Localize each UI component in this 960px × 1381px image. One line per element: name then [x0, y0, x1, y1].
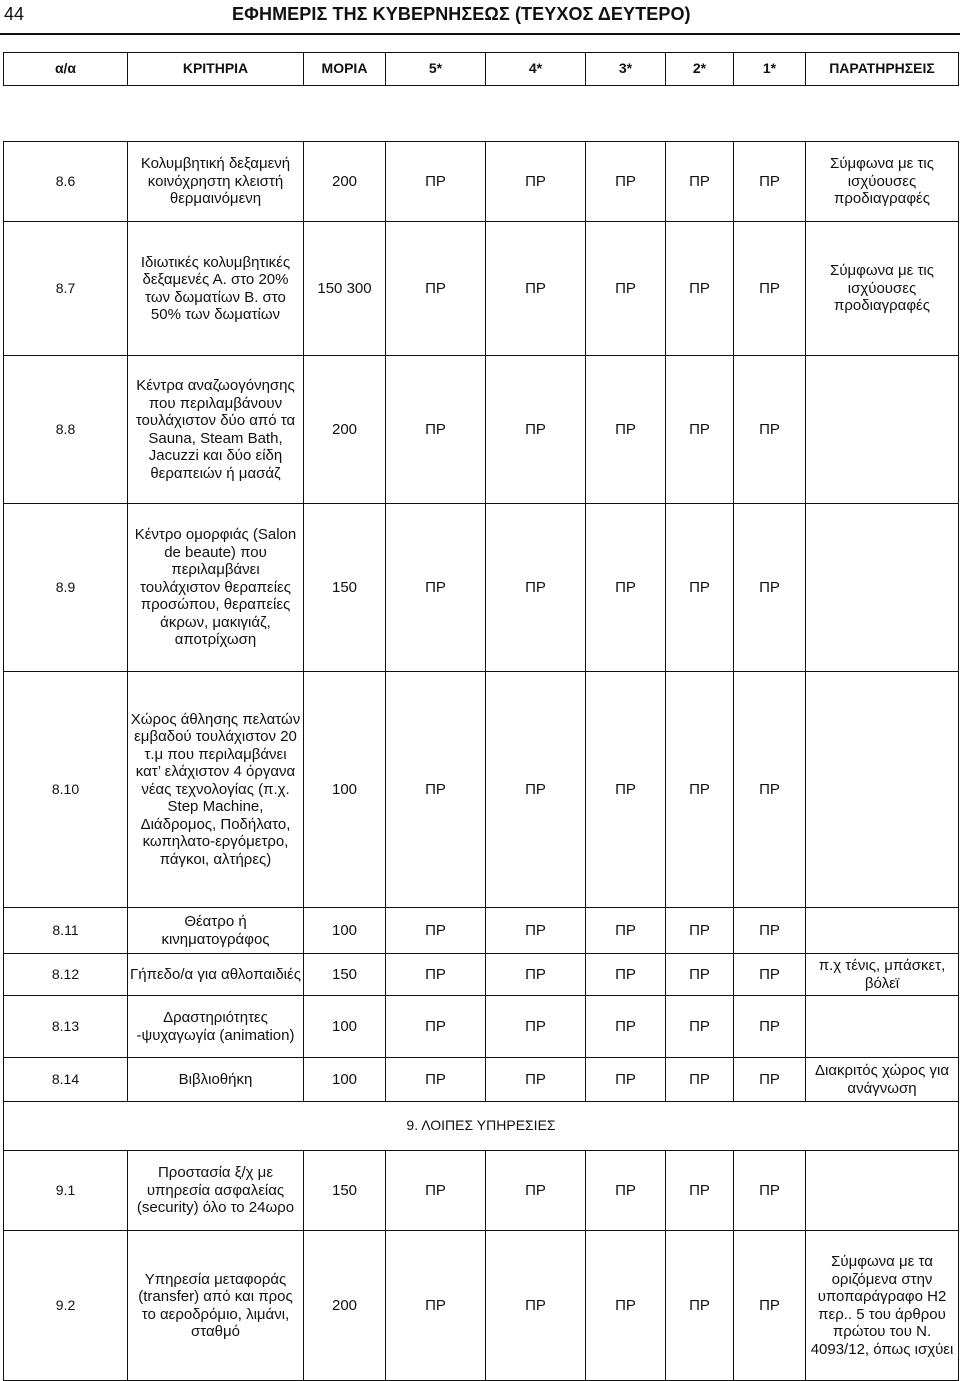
row-3-stars: ΠΡ — [586, 222, 666, 356]
row-3-stars: ΠΡ — [586, 356, 666, 504]
row-1-star: ΠΡ — [734, 996, 806, 1058]
row-criterion: Προστασία ξ/χ με υπηρεσία ασφαλείας (security) όλο το 24ωρο — [128, 1151, 304, 1231]
header-2-stars: 2* — [666, 53, 734, 86]
header-rule — [0, 33, 960, 35]
row-points: 100 — [304, 996, 386, 1058]
row-3-stars: ΠΡ — [586, 954, 666, 996]
row-2-stars: ΠΡ — [666, 1058, 734, 1102]
row-1-star: ΠΡ — [734, 1151, 806, 1231]
criteria-table — [3, 52, 959, 1381]
row-notes: π.χ τένις, μπάσκετ, βόλεϊ — [806, 954, 959, 996]
row-1-star: ΠΡ — [734, 222, 806, 356]
row-1-star: ΠΡ — [734, 1231, 806, 1381]
row-points: 150 — [304, 1151, 386, 1231]
row-4-stars: ΠΡ — [486, 222, 586, 356]
row-notes: Σύμφωνα με τις ισχύουσες προδιαγραφές — [806, 142, 959, 222]
table-row — [4, 356, 959, 504]
row-2-stars: ΠΡ — [666, 142, 734, 222]
header-5-stars: 5* — [386, 53, 486, 86]
table-row — [4, 222, 959, 356]
section-row — [4, 1102, 959, 1151]
header-4-stars: 4* — [486, 53, 586, 86]
table-row — [4, 1151, 959, 1231]
row-code: 8.10 — [4, 672, 128, 908]
row-2-stars: ΠΡ — [666, 356, 734, 504]
row-notes — [806, 356, 959, 504]
row-4-stars: ΠΡ — [486, 954, 586, 996]
row-5-stars: ΠΡ — [386, 1231, 486, 1381]
row-4-stars: ΠΡ — [486, 1231, 586, 1381]
row-1-star: ΠΡ — [734, 356, 806, 504]
row-code: 8.14 — [4, 1058, 128, 1102]
header-3-stars: 3* — [586, 53, 666, 86]
row-5-stars: ΠΡ — [386, 908, 486, 954]
row-points: 100 — [304, 908, 386, 954]
row-points: 200 — [304, 356, 386, 504]
section-title: 9. ΛΟΙΠΕΣ ΥΠΗΡΕΣΙΕΣ — [4, 1102, 959, 1151]
row-1-star: ΠΡ — [734, 1058, 806, 1102]
row-code: 8.12 — [4, 954, 128, 996]
row-1-star: ΠΡ — [734, 908, 806, 954]
row-4-stars: ΠΡ — [486, 142, 586, 222]
header-notes: ΠΑΡΑΤΗΡΗΣΕΙΣ — [806, 53, 959, 86]
table-row — [4, 954, 959, 996]
row-2-stars: ΠΡ — [666, 996, 734, 1058]
table-row — [4, 1058, 959, 1102]
row-criterion: Χώρος άθλησης πελατών εμβαδού τουλάχιστον 20 τ.μ που περιλαμβάνει κατ’ ελάχιστον 4 όργανα νέας τεχνολογίας (π.χ. Step Machine, Διάδρομος, Ποδήλατο, κωπηλατο-εργόμετρο, πάγκοι, αλτήρες) — [128, 672, 304, 908]
row-3-stars: ΠΡ — [586, 1058, 666, 1102]
row-criterion: Γήπεδο/α για αθλοπαιδιές — [128, 954, 304, 996]
row-4-stars: ΠΡ — [486, 1058, 586, 1102]
row-5-stars: ΠΡ — [386, 672, 486, 908]
row-code: 8.8 — [4, 356, 128, 504]
row-notes: Σύμφωνα με τις ισχύουσες προδιαγραφές — [806, 222, 959, 356]
row-5-stars: ΠΡ — [386, 1058, 486, 1102]
row-code: 8.13 — [4, 996, 128, 1058]
row-5-stars: ΠΡ — [386, 996, 486, 1058]
row-3-stars: ΠΡ — [586, 996, 666, 1058]
row-1-star: ΠΡ — [734, 672, 806, 908]
row-points: 200 — [304, 1231, 386, 1381]
row-notes — [806, 996, 959, 1058]
row-3-stars: ΠΡ — [586, 672, 666, 908]
row-5-stars: ΠΡ — [386, 504, 486, 672]
row-points: 100 — [304, 1058, 386, 1102]
row-criterion: Υπηρεσία μεταφοράς (transfer) από και προς το αεροδρόμιο, λιμάνι, σταθμό — [128, 1231, 304, 1381]
page-number: 44 — [4, 4, 25, 24]
row-4-stars: ΠΡ — [486, 908, 586, 954]
row-code: 8.7 — [4, 222, 128, 356]
row-5-stars: ΠΡ — [386, 222, 486, 356]
row-3-stars: ΠΡ — [586, 908, 666, 954]
row-criterion: Ιδιωτικές κολυμβητικές δεξαμενές Α. στο 20% των δωματίων Β. στο 50% των δωματίων — [128, 222, 304, 356]
row-points: 100 — [304, 672, 386, 908]
header-points: ΜΟΡΙΑ — [304, 53, 386, 86]
row-code: 9.2 — [4, 1231, 128, 1381]
row-notes — [806, 672, 959, 908]
header-criteria: ΚΡΙΤΗΡΙΑ — [128, 53, 304, 86]
row-criterion: Κολυμβητική δεξαμενή κοινόχρηστη κλειστή θερμαινόμενη — [128, 142, 304, 222]
table-row — [4, 504, 959, 672]
row-4-stars: ΠΡ — [486, 504, 586, 672]
row-points: 150 — [304, 504, 386, 672]
row-code: 8.11 — [4, 908, 128, 954]
row-5-stars: ΠΡ — [386, 356, 486, 504]
row-1-star: ΠΡ — [734, 504, 806, 672]
header-index: α/α — [4, 53, 128, 86]
row-criterion: Θέατρο ή κινηματογράφος — [128, 908, 304, 954]
row-notes — [806, 504, 959, 672]
table-row — [4, 672, 959, 908]
row-1-star: ΠΡ — [734, 142, 806, 222]
row-2-stars: ΠΡ — [666, 504, 734, 672]
table-row — [4, 908, 959, 954]
row-code: 8.6 — [4, 142, 128, 222]
row-2-stars: ΠΡ — [666, 222, 734, 356]
row-criterion: Κέντρο ομορφιάς (Salon de beaute) που περιλαμβάνει τουλάχιστον θεραπείες προσώπου, θεραπείες άκρων, μακιγιάζ, αποτρίχωση — [128, 504, 304, 672]
row-2-stars: ΠΡ — [666, 1151, 734, 1231]
row-4-stars: ΠΡ — [486, 996, 586, 1058]
row-criterion: Βιβλιοθήκη — [128, 1058, 304, 1102]
row-5-stars: ΠΡ — [386, 1151, 486, 1231]
row-3-stars: ΠΡ — [586, 1231, 666, 1381]
row-3-stars: ΠΡ — [586, 504, 666, 672]
row-notes — [806, 1151, 959, 1231]
row-points: 150 — [304, 954, 386, 996]
table-row — [4, 142, 959, 222]
row-3-stars: ΠΡ — [586, 1151, 666, 1231]
row-3-stars: ΠΡ — [586, 142, 666, 222]
page-header — [0, 0, 960, 38]
row-criterion: Δραστηριότητες -ψυχαγωγία (animation) — [128, 996, 304, 1058]
row-4-stars: ΠΡ — [486, 356, 586, 504]
row-points: 200 — [304, 142, 386, 222]
row-4-stars: ΠΡ — [486, 1151, 586, 1231]
table-row — [4, 1231, 959, 1381]
row-notes: Σύμφωνα με τα οριζόμενα στην υποπαράγραφο Η2 περ.. 5 του άρθρου πρώτου του Ν. 4093/12, όπως ισχύει — [806, 1231, 959, 1381]
row-code: 8.9 — [4, 504, 128, 672]
row-code: 9.1 — [4, 1151, 128, 1231]
row-1-star: ΠΡ — [734, 954, 806, 996]
row-2-stars: ΠΡ — [666, 1231, 734, 1381]
row-5-stars: ΠΡ — [386, 142, 486, 222]
row-2-stars: ΠΡ — [666, 954, 734, 996]
row-notes — [806, 908, 959, 954]
row-notes: Διακριτός χώρος για ανάγνωση — [806, 1058, 959, 1102]
header-1-star: 1* — [734, 53, 806, 86]
row-4-stars: ΠΡ — [486, 672, 586, 908]
row-points: 150 300 — [304, 222, 386, 356]
row-2-stars: ΠΡ — [666, 672, 734, 908]
page-title: ΕΦΗΜΕΡΙΣ ΤΗΣ ΚΥΒΕΡΝΗΣΕΩΣ (ΤΕΥΧΟΣ ΔΕΥΤΕΡΟ) — [232, 4, 691, 24]
table-header-row — [4, 53, 959, 86]
table-row — [4, 996, 959, 1058]
row-5-stars: ΠΡ — [386, 954, 486, 996]
row-2-stars: ΠΡ — [666, 908, 734, 954]
row-criterion: Κέντρα αναζωογόνησης που περιλαμβάνουν τουλάχιστον δύο από τα Sauna, Steam Bath, Jacuzzi και δύο είδη θεραπειών ή μασάζ — [128, 356, 304, 504]
